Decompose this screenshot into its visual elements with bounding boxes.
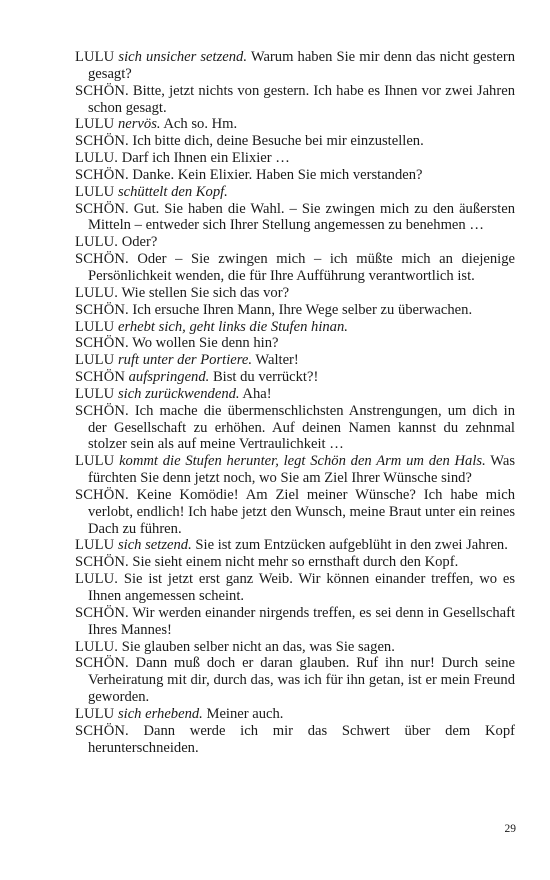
dialogue-line [75,369,515,386]
dialogue-line [75,335,515,352]
speaker-name: LULU [75,116,115,133]
dialogue-line [75,285,515,302]
speaker-name: SCHÖN. [75,166,129,183]
speaker-name: SCHÖN. [75,722,129,739]
speaker-name: LULU [75,49,115,65]
spoken-text: Gut. Sie haben die Wahl. – Sie zwingen mich zu den äußersten Mitteln – entweder sich Ihrer Stellung angemessen zu benehmen … [88,200,516,234]
spoken-text: Meiner auch. [206,705,284,722]
speaker-name: LULU. [75,284,119,301]
stage-direction: erhebt sich, geht links die Stufen hinan. [117,318,348,335]
dialogue-line [75,386,515,403]
stage-direction: schüttelt den Kopf. [117,183,228,200]
dialogue-line [75,319,515,336]
speaker-name: LULU [75,385,115,402]
spoken-text: Sie glauben selber nicht an das, was Sie sagen. [121,638,395,655]
dialogue-line [75,49,515,83]
stage-direction: ruft unter der Portiere. [117,352,252,369]
dialogue-line [75,133,515,150]
speaker-name: LULU [75,318,115,335]
speaker-name: LULU. [75,638,119,655]
speaker-name: LULU [75,183,115,200]
play-text [75,49,515,756]
dialogue-line [75,655,515,706]
speaker-name: SCHÖN. [75,133,129,150]
speaker-name: LULU. [75,150,119,167]
dialogue-line [75,167,515,184]
speaker-name: SCHÖN. [75,200,129,217]
stage-direction: nervös. [117,116,161,133]
spoken-text: Ach so. Hm. [163,116,238,133]
dialogue-line [75,571,515,605]
spoken-text: Was fürchten Sie denn jetzt noch, wo Sie am Ziel Ihrer Wünsche sind? [88,453,515,487]
dialogue-line [75,150,515,167]
spoken-text: Ich bitte dich, deine Besuche bei mir einzustellen. [132,133,424,150]
dialogue-line [75,487,515,538]
spoken-text: Oder – Sie zwingen mich – ich müßte mich an diejenige Persönlichkeit wenden, die für Ihre Aufführung verantwortlich ist. [88,251,515,284]
speaker-name: SCHÖN. [75,604,129,621]
spoken-text: Sie ist zum Entzücken aufgeblüht in den zwei Jahren. [195,537,508,554]
dialogue-line [75,537,515,554]
dialogue-line [75,201,515,235]
spoken-text: Warum haben Sie mir denn das nicht gestern gesagt? [88,49,515,82]
speaker-name: LULU [75,537,115,554]
speaker-name: SCHÖN. [75,554,129,571]
speaker-name: SCHÖN. [75,301,129,318]
spoken-text: Danke. Kein Elixier. Haben Sie mich verstanden? [132,166,423,183]
dialogue-line [75,116,515,133]
dialogue-line [75,723,515,757]
dialogue-line [75,83,515,117]
speaker-name: SCHÖN. [75,251,129,268]
stage-direction: sich setzend. [117,537,192,554]
stage-direction: sich zurückwendend. [117,385,240,402]
dialogue-line [75,403,515,454]
spoken-text: Ich ersuche Ihren Mann, Ihre Wege selber zu überwachen. [132,301,473,318]
dialogue-line [75,453,515,487]
dialogue-line [75,184,515,201]
dialogue-line [75,251,515,285]
dialogue-line [75,605,515,639]
spoken-text: Darf ich Ihnen ein Elixier … [121,150,290,167]
spoken-text: Oder? [121,234,158,251]
stage-direction: aufspringend. [128,369,210,386]
speaker-name: LULU [75,453,115,470]
dialogue-line [75,302,515,319]
speaker-name: SCHÖN [75,369,125,386]
spoken-text: Aha! [242,385,272,402]
speaker-name: SCHÖN. [75,402,129,419]
speaker-name: SCHÖN. [75,486,129,503]
speaker-name: LULU [75,705,115,722]
spoken-text: Wo wollen Sie denn hin? [132,335,279,352]
spoken-text: Ich mache die übermenschlichsten Anstrengungen, um dich in der Gesellschaft zu erhöhen. Auf deinen Namen kannst du zehnmal stolzer sein als auf meine Vertraulichkeit … [88,402,515,453]
speaker-name: LULU. [75,234,119,251]
dialogue-line [75,352,515,369]
speaker-name: LULU. [75,571,119,588]
dialogue-line [75,706,515,723]
dialogue-line [75,234,515,251]
stage-direction: sich unsicher setzend. [118,49,247,65]
dialogue-line [75,554,515,571]
speaker-name: SCHÖN. [75,82,129,99]
page-number: 29 [504,823,516,835]
spoken-text: Sie ist jetzt erst ganz Weib. Wir können einander treffen, wo es Ihnen angemessen scheint. [88,571,515,604]
spoken-text: Bist du verrückt?! [212,369,319,386]
spoken-text: Wir werden einander nirgends treffen, es sei denn in Gesellschaft Ihres Mannes! [88,604,516,638]
spoken-text: Wie stellen Sie sich das vor? [121,284,290,301]
speaker-name: LULU [75,352,115,369]
stage-direction: sich erhebend. [117,705,203,722]
spoken-text: Walter! [255,352,299,369]
spoken-text: Dann werde ich mir das Schwert über dem Kopf herunterschneiden. [88,722,515,756]
spoken-text: Dann muß doch er daran glauben. Ruf ihn nur! Durch seine Verheiratung mit dir, durch das, was ich für ihn getan, ist er mein Freund geworden. [88,655,515,706]
spoken-text: Sie sieht einem nicht mehr so ernsthaft durch den Kopf. [132,554,459,571]
speaker-name: SCHÖN. [75,335,129,352]
speaker-name: SCHÖN. [75,655,129,672]
spoken-text: Bitte, jetzt nichts von gestern. Ich habe es Ihnen vor zwei Jahren schon gesagt. [88,82,515,116]
dialogue-line [75,639,515,656]
spoken-text: Keine Komödie! Am Ziel meiner Wünsche? Ich habe mich verlobt, endlich! Ich habe jetzt den Wunsch, meine Braut unter ein reines Dach zu führen. [88,486,515,537]
stage-direction: kommt die Stufen herunter, legt Schön den Arm um den Hals. [119,453,486,470]
